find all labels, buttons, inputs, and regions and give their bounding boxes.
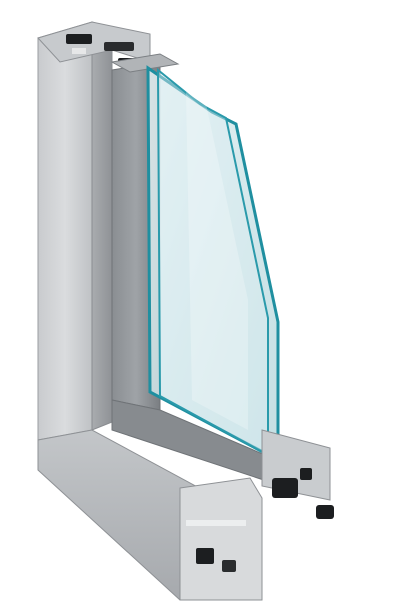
gasket-bottom-left (272, 478, 298, 498)
gasket-sill-right (222, 560, 236, 572)
thermal-break-sill (186, 520, 246, 526)
thermal-break-top (72, 48, 86, 54)
frame-bottom-section (180, 478, 262, 600)
frame-left-front-face (38, 22, 92, 440)
gasket-bottom-right (316, 505, 334, 519)
gasket-sill-left (196, 548, 214, 564)
gasket-top-middle (104, 42, 134, 51)
frame-left-inner-face (92, 22, 112, 430)
gasket-bottom-middle (300, 468, 312, 480)
gasket-top-left (66, 34, 92, 44)
glazing-unit (148, 68, 278, 460)
